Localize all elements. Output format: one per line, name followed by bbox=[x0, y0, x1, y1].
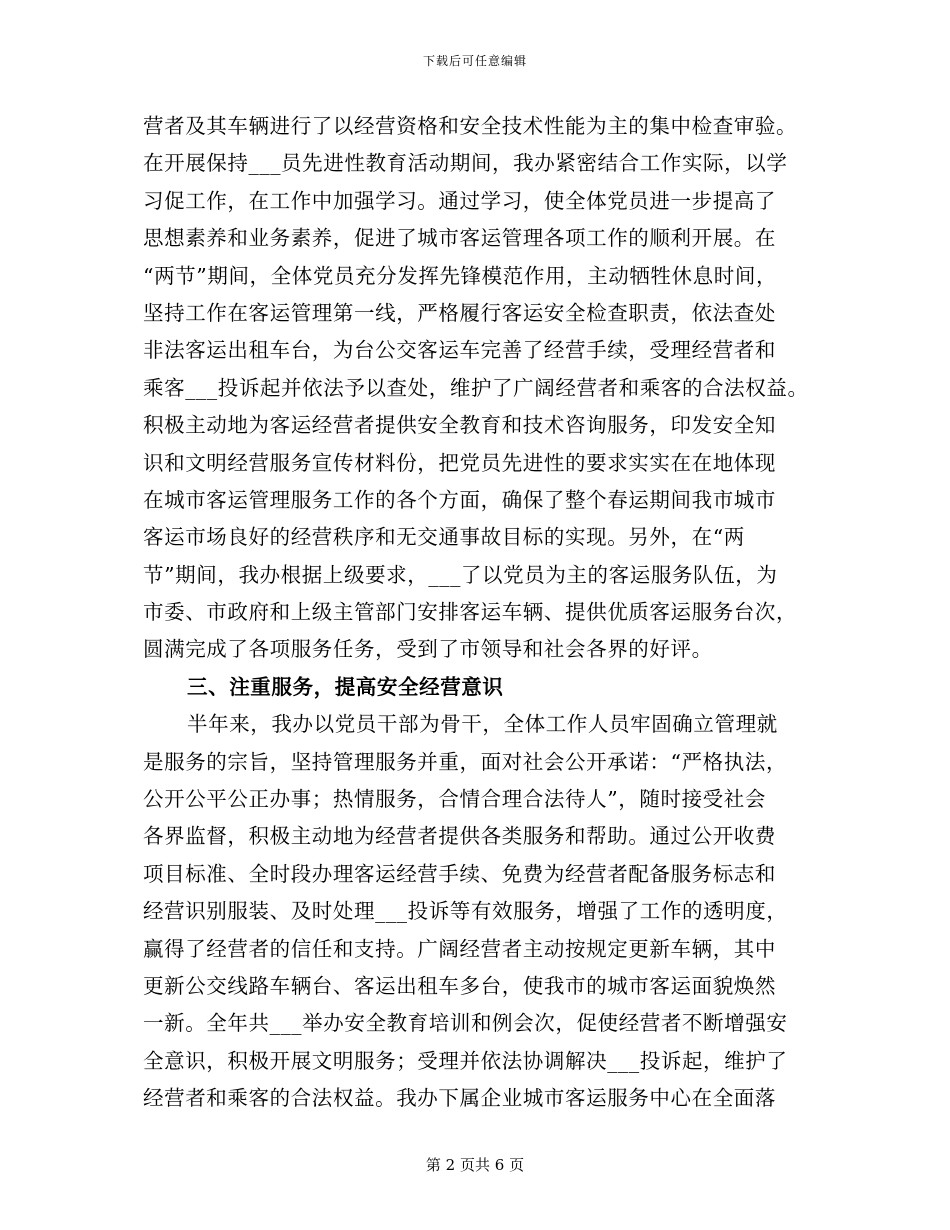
body-line: 更新公交线路车辆台、客运出租车多台，使我市的城市客运面貌焕然 bbox=[143, 973, 776, 998]
body-line: 在城市客运管理服务工作的各个方面，确保了整个春运期间我市城市 bbox=[143, 487, 776, 512]
body-line: 习促工作，在工作中加强学习。通过学习，使全体党员进一步提高了 bbox=[143, 188, 776, 213]
body-line: 是服务的宗旨，坚持管理服务并重，面对社会公开承诺：“严格执法， bbox=[143, 749, 788, 774]
page-header: 下载后可任意编辑 bbox=[422, 54, 527, 68]
body-line: 圆满完成了各项服务任务，受到了市领导和社会各界的好评。 bbox=[143, 637, 713, 662]
body-line: 项目标准、全时段办理客运经营手续、免费为经营者配备服务标志和 bbox=[143, 861, 776, 886]
paragraph-first-line: 半年来，我办以党员干部为骨干，全体工作人员牢固确立管理就 bbox=[187, 712, 778, 737]
body-line: 积极主动地为客运经营者提供安全教育和技术咨询服务，印发安全知 bbox=[143, 413, 776, 438]
body-line: 思想素养和业务素养，促进了城市客运管理各项工作的顺利开展。在 bbox=[143, 226, 776, 251]
body-line: 客运市场良好的经营秩序和无交通事故目标的实现。另外，在“两 bbox=[143, 525, 745, 550]
body-line: 全意识，积极开展文明服务；受理并依法协调解决___投诉起，维护了 bbox=[143, 1048, 788, 1073]
body-line: “两节”期间，全体党员充分发挥先锋模范作用，主动牺牲休息时间， bbox=[143, 263, 778, 288]
body-line: 在开展保持___员先进性教育活动期间，我办紧密结合工作实际，以学 bbox=[143, 151, 788, 176]
body-line: 公开公平公正办事；热情服务，合情合理合法待人”，随时接受社会 bbox=[143, 787, 766, 812]
body-line: 经营识别服装、及时处理___投诉等有效服务，增强了工作的透明度， bbox=[143, 899, 788, 924]
page-footer: 第 2 页共 6 页 bbox=[425, 1156, 525, 1174]
body-line: 乘客___投诉起并依法予以查处，维护了广阔经营者和乘客的合法权益。 bbox=[143, 375, 809, 400]
body-line: 市委、市政府和上级主管部门安排客运车辆、提供优质客运服务台次， bbox=[143, 600, 798, 625]
body-line: 营者及其车辆进行了以经营资格和安全技术性能为主的集中检查审验。 bbox=[143, 114, 798, 138]
body-line: 各界监督，积极主动地为经营者提供各类服务和帮助。通过公开收费 bbox=[143, 824, 776, 849]
body-line: 识和文明经营服务宣传材料份，把党员先进性的要求实实在在地体现 bbox=[143, 450, 776, 475]
body-line: 坚持工作在客运管理第一线，严格履行客运安全检查职责，依法查处 bbox=[143, 300, 776, 325]
body-line: 经营者和乘客的合法权益。我办下属企业城市客运服务中心在全面落 bbox=[143, 1086, 776, 1111]
body-line: 非法客运出租车台，为台公交客运车完善了经营手续，受理经营者和 bbox=[143, 338, 776, 363]
body-line: 一新。全年共___举办安全教育培训和例会次，促使经营者不断增强安 bbox=[143, 1011, 788, 1036]
body-line: 赢得了经营者的信任和支持。广阔经营者主动按规定更新车辆，其中 bbox=[143, 936, 776, 961]
section-heading: 三、注重服务，提高安全经营意识 bbox=[187, 674, 504, 699]
document-body bbox=[143, 108, 823, 1118]
body-line: 节”期间，我办根据上级要求，___了以党员为主的客运服务队伍，为 bbox=[143, 562, 778, 587]
